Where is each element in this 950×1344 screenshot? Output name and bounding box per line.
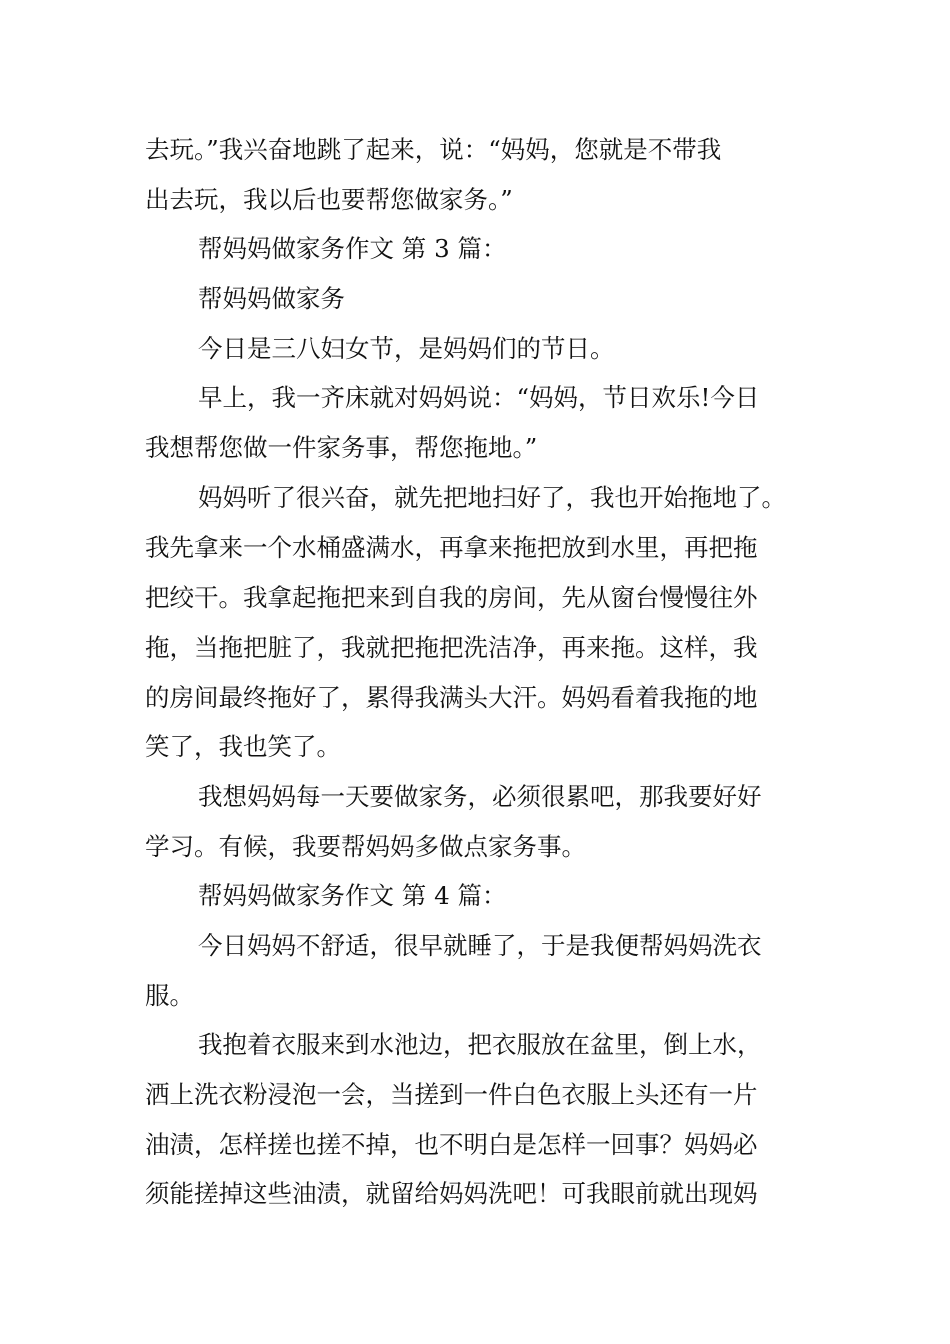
text-line: 我先拿来一个水桶盛满水，再拿来拖把放到水里，再把拖 <box>145 533 758 562</box>
text-line: 学习。有候，我要帮妈妈多做点家务事。 <box>145 832 586 861</box>
text-line: 我想妈妈每一天要做家务，必须很累吧，那我要好好 <box>198 782 762 811</box>
text-line: 今日妈妈不舒适，很早就睡了，于是我便帮妈妈洗衣 <box>198 931 762 960</box>
text-line: 妈妈听了很兴奋，就先把地扫好了，我也开始拖地了。 <box>198 483 786 512</box>
section-heading: 帮妈妈做家务作文 第 4 篇： <box>198 881 507 910</box>
article-title: 帮妈妈做家务 <box>198 284 345 313</box>
text-line: 油渍，怎样搓也搓不掉，也不明白是怎样一回事？妈妈必 <box>145 1130 758 1159</box>
text-line: 我想帮您做一件家务事，帮您拖地。” <box>145 433 538 462</box>
text-line: 的房间最终拖好了，累得我满头大汗。妈妈看着我拖的地 <box>145 683 758 712</box>
text-line: 今日是三八妇女节，是妈妈们的节日。 <box>198 334 615 363</box>
section-heading: 帮妈妈做家务作文 第 3 篇： <box>198 234 507 263</box>
text-line: 拖，当拖把脏了，我就把拖把洗洁净，再来拖。这样，我 <box>145 633 758 662</box>
text-line: 须能搓掉这些油渍，就留给妈妈洗吧！可我眼前就出现妈 <box>145 1179 758 1208</box>
text-line: 把绞干。我拿起拖把来到自我的房间，先从窗台慢慢往外 <box>145 583 758 612</box>
text-line: 去玩。”我兴奋地跳了起来，说：“妈妈，您就是不带我 <box>145 135 722 164</box>
text-line: 笑了，我也笑了。 <box>145 732 341 761</box>
text-line: 出去玩，我以后也要帮您做家务。” <box>145 185 513 214</box>
text-line: 服。 <box>145 981 194 1010</box>
text-line: 早上，我一齐床就对妈妈说：“妈妈，节日欢乐!今日 <box>198 383 760 412</box>
text-line: 洒上洗衣粉浸泡一会，当搓到一件白色衣服上头还有一片 <box>145 1080 758 1109</box>
text-line: 我抱着衣服来到水池边，把衣服放在盆里，倒上水， <box>198 1030 762 1059</box>
